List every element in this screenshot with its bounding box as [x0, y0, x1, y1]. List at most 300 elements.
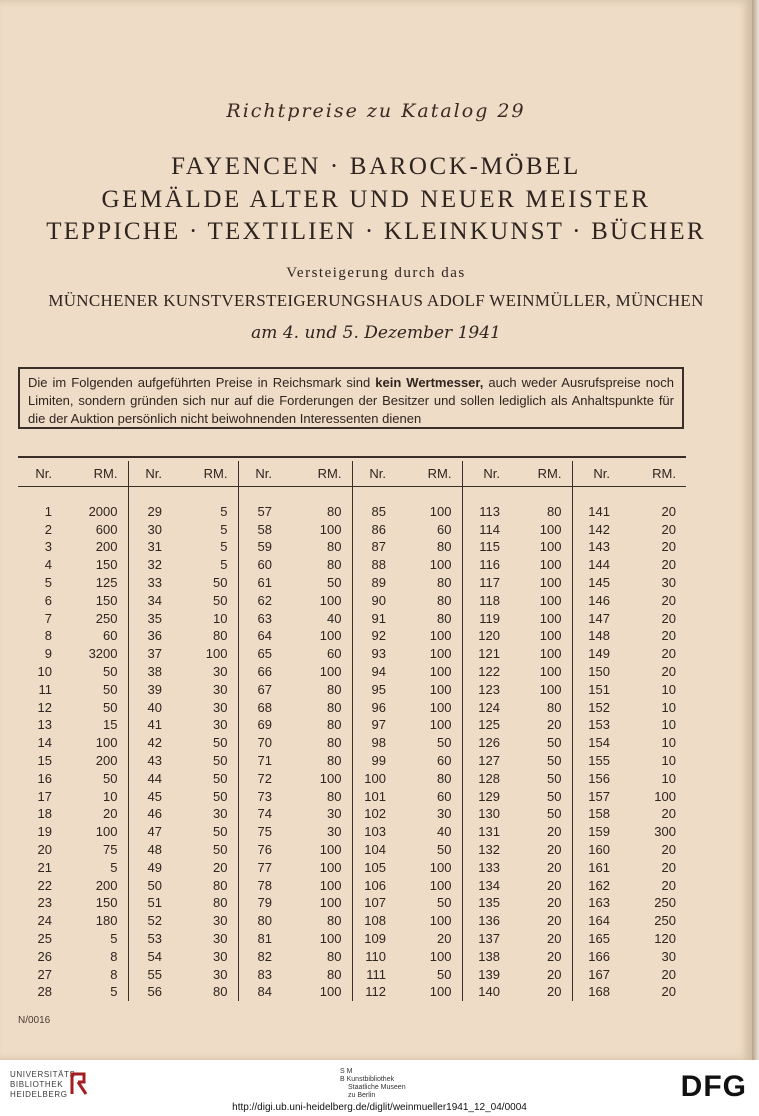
header-nr: Nr. [572, 461, 618, 485]
lot-number: 28 [37, 984, 52, 1000]
lot-price: 100 [539, 610, 562, 626]
lot-number: 121 [462, 645, 508, 663]
header-rm: RM. [203, 465, 228, 481]
lot-number: 140 [462, 983, 508, 1001]
lot-price: 50 [437, 966, 452, 982]
lot-price: 20 [103, 806, 118, 822]
lot-number: 21 [37, 859, 52, 875]
lot-price: 50 [103, 699, 118, 715]
lot-number: 158 [572, 805, 618, 823]
lot-number: 126 [462, 734, 508, 752]
header-nr: Nr. [35, 465, 52, 481]
lot-number: 56 [128, 983, 170, 1001]
lot-price: 100 [429, 948, 452, 964]
auction-date: am 4. und 5. Dezember 1941 [251, 323, 501, 343]
lot-price: 50 [213, 788, 228, 804]
lot-price: 80 [327, 699, 342, 715]
title-line-1: FAYENCEN · BAROCK-MÖBEL [171, 153, 581, 180]
lot-price: 80 [327, 681, 342, 697]
lot-price: 100 [319, 628, 342, 644]
lot-number: 5 [44, 574, 52, 590]
lot-price: 60 [437, 752, 452, 768]
lot-number: 112 [352, 983, 394, 1001]
table-row [18, 859, 686, 877]
lot-number: 48 [128, 841, 170, 859]
lot-number: 4 [44, 557, 52, 573]
auction-house: MÜNCHENER KUNSTVERSTEIGERUNGSHAUS ADOLF WEINMÜLLER, MÜNCHEN [48, 291, 704, 310]
lot-number: 45 [128, 788, 170, 806]
lot-price: 5 [110, 930, 118, 946]
lot-price: 30 [327, 824, 342, 840]
title-line-2: GEMÄLDE ALTER UND NEUER MEISTER [101, 186, 651, 213]
lot-price: 50 [213, 752, 228, 768]
lot-price: 50 [547, 806, 562, 822]
lot-price: 5 [220, 557, 228, 573]
lot-number: 106 [352, 877, 394, 895]
lot-price: 50 [437, 841, 452, 857]
lot-price: 80 [327, 913, 342, 929]
lot-price: 50 [213, 574, 228, 590]
lot-number: 150 [572, 663, 618, 681]
lot-price: 100 [319, 841, 342, 857]
lot-number: 148 [572, 627, 618, 645]
lot-price: 20 [547, 966, 562, 982]
uni-line-3: HEIDELBERG [10, 1090, 68, 1099]
lot-price: 100 [429, 717, 452, 733]
lot-number: 165 [572, 930, 618, 948]
lot-price: 20 [661, 646, 676, 662]
lot-number: 104 [352, 841, 394, 859]
lot-number: 80 [238, 912, 280, 930]
lot-price: 15 [103, 717, 118, 733]
lot-number: 97 [352, 716, 394, 734]
lot-number: 26 [37, 948, 52, 964]
lot-number: 149 [572, 645, 618, 663]
lot-price: 60 [327, 646, 342, 662]
lot-price: 100 [319, 859, 342, 875]
lot-number: 115 [462, 538, 508, 556]
lot-number: 79 [238, 894, 280, 912]
header-nr: Nr. [462, 461, 508, 485]
lot-price: 80 [327, 717, 342, 733]
lot-number: 111 [352, 966, 394, 984]
lot-price: 100 [319, 984, 342, 1000]
lot-price: 200 [95, 877, 118, 893]
lot-price: 20 [661, 592, 676, 608]
lot-price: 80 [327, 788, 342, 804]
dfg-logo: DFG [680, 1070, 747, 1103]
notice-bold: kein Wertmesser, [375, 375, 484, 390]
lot-price: 100 [429, 557, 452, 573]
lot-price: 100 [319, 592, 342, 608]
lot-price: 80 [327, 539, 342, 555]
lot-price: 8 [110, 948, 118, 964]
table-row [18, 912, 686, 930]
lot-price: 30 [327, 806, 342, 822]
header-rm: RM. [652, 465, 676, 481]
lot-number: 76 [238, 841, 280, 859]
footnote: N/0016 [18, 1015, 51, 1026]
lot-price: 30 [213, 913, 228, 929]
lot-price: 5 [110, 984, 118, 1000]
lot-number: 141 [572, 503, 618, 521]
lot-price: 100 [95, 824, 118, 840]
lot-price: 10 [213, 610, 228, 626]
lot-price: 10 [661, 770, 676, 786]
lot-number: 8 [44, 628, 52, 644]
lot-number: 35 [128, 610, 170, 628]
table-top-rule [18, 456, 686, 458]
lot-number: 136 [462, 912, 508, 930]
header-nr: Nr. [238, 461, 280, 485]
lot-number: 124 [462, 699, 508, 717]
lot-number: 98 [352, 734, 394, 752]
lot-price: 20 [547, 913, 562, 929]
table-row [18, 752, 686, 770]
lot-number: 96 [352, 699, 394, 717]
lot-number: 84 [238, 983, 280, 1001]
lot-price: 20 [661, 984, 676, 1000]
lot-number: 15 [37, 752, 52, 768]
lot-price: 100 [429, 503, 452, 519]
lot-price: 20 [661, 610, 676, 626]
table-row [18, 556, 686, 574]
table-row [18, 823, 686, 841]
lot-number: 60 [238, 556, 280, 574]
kunstbibliothek-logo [340, 1068, 406, 1100]
lot-number: 127 [462, 752, 508, 770]
lot-price: 20 [547, 824, 562, 840]
lot-price: 20 [661, 557, 676, 573]
lot-number: 57 [238, 503, 280, 521]
lot-price: 100 [319, 930, 342, 946]
header-nr: Nr. [352, 461, 394, 485]
lot-price: 120 [654, 930, 676, 946]
source-url[interactable]: http://digi.ub.uni-heidelberg.de/diglit/weinmueller1941_12_04/0004 [232, 1102, 527, 1113]
lot-price: 50 [103, 663, 118, 679]
lot-number: 44 [128, 770, 170, 788]
center-line-1: S M [340, 1068, 353, 1075]
lot-price: 180 [95, 913, 118, 929]
lot-price: 3200 [88, 646, 118, 662]
lot-number: 46 [128, 805, 170, 823]
lot-number: 1 [44, 503, 52, 519]
lot-price: 100 [319, 770, 342, 786]
table-row [18, 592, 686, 610]
notice-box [18, 367, 684, 429]
lot-price: 20 [547, 841, 562, 857]
lot-price: 100 [319, 663, 342, 679]
lot-number: 162 [572, 877, 618, 895]
lot-number: 95 [352, 681, 394, 699]
lot-number: 103 [352, 823, 394, 841]
lot-number: 42 [128, 734, 170, 752]
lot-number: 147 [572, 610, 618, 628]
lot-number: 130 [462, 805, 508, 823]
lot-number: 131 [462, 823, 508, 841]
lot-price: 50 [437, 735, 452, 751]
lot-price: 80 [437, 539, 452, 555]
lot-price: 100 [429, 699, 452, 715]
lot-price: 100 [429, 859, 452, 875]
lot-number: 11 [38, 681, 52, 697]
lot-number: 55 [128, 966, 170, 984]
lot-price: 50 [213, 735, 228, 751]
lot-price: 100 [429, 646, 452, 662]
lot-price: 100 [95, 735, 118, 751]
lot-price: 50 [547, 788, 562, 804]
table-row [18, 627, 686, 645]
lot-number: 125 [462, 716, 508, 734]
lot-number: 2 [44, 521, 52, 537]
lot-number: 100 [352, 770, 394, 788]
lot-price: 20 [547, 895, 562, 911]
lot-number: 132 [462, 841, 508, 859]
lot-price: 100 [539, 539, 562, 555]
lot-number: 82 [238, 948, 280, 966]
center-line-3: Staatliche Museen [348, 1084, 406, 1091]
lot-number: 59 [238, 538, 280, 556]
lot-price: 100 [319, 895, 342, 911]
lot-price: 80 [213, 628, 228, 644]
lot-price: 60 [437, 788, 452, 804]
lot-price: 20 [547, 948, 562, 964]
lot-number: 36 [128, 627, 170, 645]
table-row [18, 841, 686, 859]
lot-number: 135 [462, 894, 508, 912]
lot-number: 72 [238, 770, 280, 788]
lot-number: 118 [462, 592, 508, 610]
table-row [18, 663, 686, 681]
lot-price: 20 [661, 877, 676, 893]
lot-price: 10 [661, 681, 676, 697]
lot-price: 30 [213, 806, 228, 822]
lot-price: 100 [205, 646, 228, 662]
lot-number: 58 [238, 521, 280, 539]
lot-number: 114 [462, 521, 508, 539]
lot-number: 168 [572, 983, 618, 1001]
lot-price: 125 [95, 574, 118, 590]
lot-price: 80 [547, 503, 562, 519]
lot-number: 40 [128, 699, 170, 717]
lot-price: 50 [547, 735, 562, 751]
lot-number: 99 [352, 752, 394, 770]
lot-number: 123 [462, 681, 508, 699]
lot-price: 80 [213, 895, 228, 911]
lot-number: 29 [128, 503, 170, 521]
lot-number: 6 [44, 592, 52, 608]
lot-price: 2000 [88, 503, 118, 519]
lot-price: 80 [327, 557, 342, 573]
lot-price: 100 [539, 646, 562, 662]
lot-number: 142 [572, 521, 618, 539]
lot-price: 80 [327, 966, 342, 982]
table-row [18, 734, 686, 752]
lot-price: 20 [661, 521, 676, 537]
lot-number: 34 [128, 592, 170, 610]
lot-price: 30 [213, 930, 228, 946]
table-row [18, 610, 686, 628]
lot-number: 47 [128, 823, 170, 841]
lot-number: 71 [238, 752, 280, 770]
lot-price: 40 [327, 610, 342, 626]
lot-number: 23 [37, 895, 52, 911]
lot-number: 32 [128, 556, 170, 574]
header-nr: Nr. [128, 461, 170, 485]
lot-price: 80 [437, 610, 452, 626]
lot-number: 43 [128, 752, 170, 770]
lot-price: 80 [213, 877, 228, 893]
versteigerung-line: Versteigerung durch das [286, 265, 466, 281]
lot-price: 100 [319, 877, 342, 893]
lot-number: 151 [572, 681, 618, 699]
lot-number: 155 [572, 752, 618, 770]
lot-price: 20 [547, 717, 562, 733]
lot-number: 75 [238, 823, 280, 841]
lot-price: 5 [110, 859, 118, 875]
lot-price: 100 [319, 521, 342, 537]
lot-number: 107 [352, 894, 394, 912]
lot-price: 600 [95, 521, 118, 537]
lot-number: 86 [352, 521, 394, 539]
notice-text-1: Die im Folgenden aufgeführten Preise in Reichsmark sind [28, 375, 376, 390]
lot-price: 60 [103, 628, 118, 644]
lot-number: 3 [44, 539, 52, 555]
center-line-2: B Kunstbibliothek [340, 1076, 395, 1083]
lot-number: 62 [238, 592, 280, 610]
lot-price: 100 [539, 681, 562, 697]
lot-price: 5 [220, 539, 228, 555]
lot-number: 105 [352, 859, 394, 877]
lot-number: 17 [37, 788, 52, 804]
lot-number: 74 [238, 805, 280, 823]
lot-number: 90 [352, 592, 394, 610]
lot-price: 50 [213, 770, 228, 786]
lot-price: 300 [654, 824, 676, 840]
lot-price: 80 [327, 503, 342, 519]
lot-number: 49 [128, 859, 170, 877]
lot-price: 30 [213, 717, 228, 733]
lot-number: 93 [352, 645, 394, 663]
lot-price: 50 [213, 841, 228, 857]
lot-number: 146 [572, 592, 618, 610]
lot-price: 80 [547, 699, 562, 715]
lot-price: 150 [95, 557, 118, 573]
lot-price: 20 [661, 966, 676, 982]
lot-price: 80 [437, 592, 452, 608]
lot-number: 134 [462, 877, 508, 895]
lot-number: 31 [128, 538, 170, 556]
notice-text-2: auch weder Ausrufspreise noch Limiten, sondern gründen sich nur auf die Forderungen der Besitzer und sollen lediglich als Anhaltspunkte für die der Auktion persönlich nicht beiwohnenden Interessenten dienen [28, 375, 674, 426]
title-line-3: TEPPICHE · TEXTILIEN · KLEINKUNST · BÜCHER [46, 218, 706, 245]
lot-number: 108 [352, 912, 394, 930]
lot-price: 150 [95, 592, 118, 608]
lot-number: 67 [238, 681, 280, 699]
lot-number: 109 [352, 930, 394, 948]
lot-number: 9 [44, 646, 52, 662]
lot-number: 152 [572, 699, 618, 717]
lot-price: 20 [661, 539, 676, 555]
table-row [18, 966, 686, 984]
lot-number: 113 [462, 503, 508, 521]
lot-number: 117 [462, 574, 508, 592]
lot-number: 88 [352, 556, 394, 574]
lot-number: 78 [238, 877, 280, 895]
lot-number: 64 [238, 627, 280, 645]
lot-number: 161 [572, 859, 618, 877]
table-row [18, 805, 686, 823]
lot-number: 160 [572, 841, 618, 859]
lot-price: 80 [327, 752, 342, 768]
lot-price: 75 [103, 841, 118, 857]
lot-price: 100 [429, 663, 452, 679]
lot-price: 50 [103, 770, 118, 786]
lot-number: 122 [462, 663, 508, 681]
lot-number: 61 [238, 574, 280, 592]
lot-price: 30 [213, 681, 228, 697]
lot-number: 65 [238, 645, 280, 663]
lot-price: 50 [103, 681, 118, 697]
uni-line-1: UNIVERSITÄTS- [10, 1070, 79, 1079]
lot-price: 40 [437, 824, 452, 840]
lot-price: 20 [437, 930, 452, 946]
table-row [18, 716, 686, 734]
lot-price: 150 [95, 895, 118, 911]
lot-number: 145 [572, 574, 618, 592]
lot-price: 30 [213, 663, 228, 679]
lot-number: 81 [238, 930, 280, 948]
lot-price: 20 [547, 877, 562, 893]
lot-price: 100 [654, 788, 676, 804]
lot-number: 138 [462, 948, 508, 966]
lot-number: 30 [128, 521, 170, 539]
lot-number: 119 [462, 610, 508, 628]
lot-number: 139 [462, 966, 508, 984]
table-row [18, 645, 686, 663]
lot-price: 100 [539, 521, 562, 537]
lot-number: 164 [572, 912, 618, 930]
table-row [18, 877, 686, 895]
lot-number: 153 [572, 716, 618, 734]
lot-number: 18 [37, 806, 52, 822]
lot-number: 53 [128, 930, 170, 948]
lot-price: 20 [661, 841, 676, 857]
table-row [18, 521, 686, 539]
lot-price: 20 [661, 663, 676, 679]
lot-number: 116 [462, 556, 508, 574]
lot-price: 50 [213, 824, 228, 840]
lot-price: 250 [654, 913, 676, 929]
lot-number: 39 [128, 681, 170, 699]
lot-number: 38 [128, 663, 170, 681]
table-row [18, 948, 686, 966]
lot-price: 250 [654, 895, 676, 911]
lot-number: 163 [572, 894, 618, 912]
lot-number: 73 [238, 788, 280, 806]
price-table [18, 461, 686, 1001]
lot-price: 50 [547, 752, 562, 768]
table-row [18, 894, 686, 912]
lot-number: 156 [572, 770, 618, 788]
lot-number: 85 [352, 503, 394, 521]
lot-number: 16 [37, 770, 52, 786]
lot-number: 33 [128, 574, 170, 592]
table-row [18, 574, 686, 592]
lot-price: 80 [213, 984, 228, 1000]
lot-price: 8 [110, 966, 118, 982]
lot-number: 101 [352, 788, 394, 806]
lot-price: 50 [327, 574, 342, 590]
